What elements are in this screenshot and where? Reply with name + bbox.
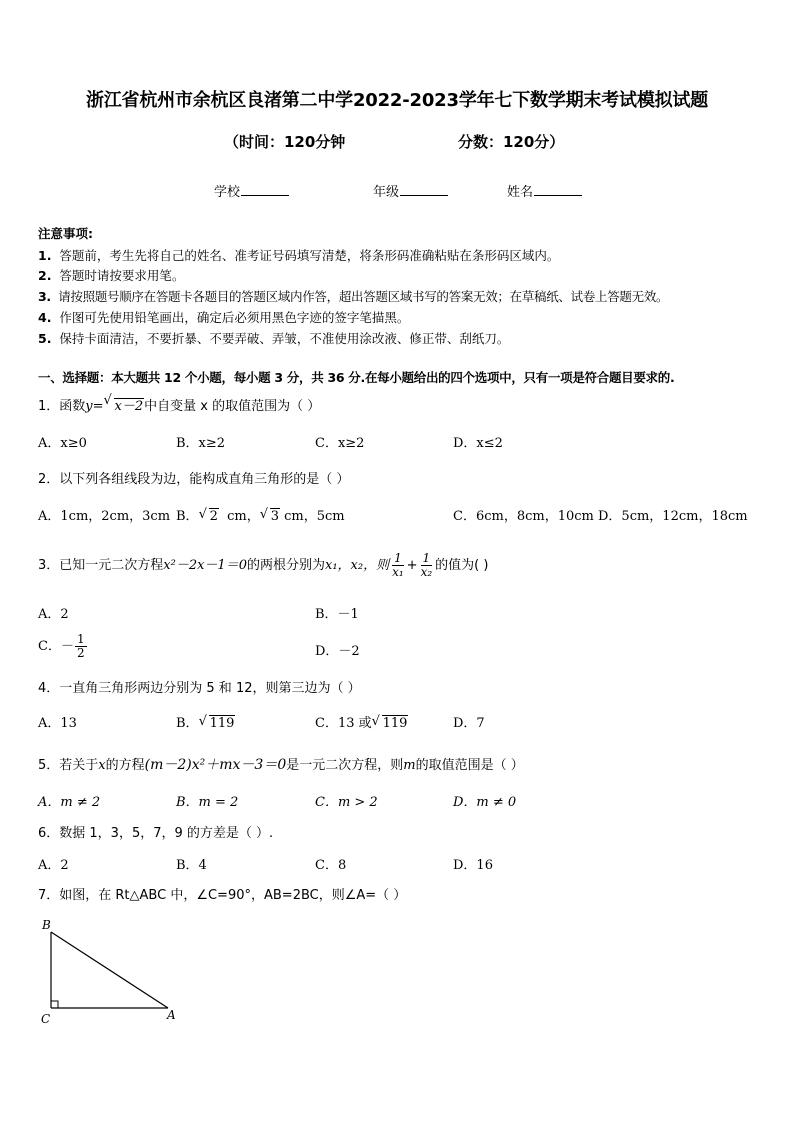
side-ab xyxy=(51,932,168,1008)
right-triangle-figure xyxy=(36,915,186,1030)
question-2: 2．以下列各组线段为边，能构成直角三角形的是（ ） xyxy=(38,472,350,487)
name-label: 姓名 xyxy=(507,185,534,200)
q1-option-c[interactable]: C．x≥2 xyxy=(315,436,365,451)
q1-option-a[interactable]: A．x≥0 xyxy=(38,436,87,451)
q4-option-a[interactable]: A．13 xyxy=(38,716,77,731)
q2-option-a[interactable]: A．1cm，2cm，3cm xyxy=(38,509,171,524)
question-7: 7．如图，在 Rt△ABC 中，∠C=90°，AB=2BC，则∠A=（ ） xyxy=(38,888,407,903)
question-1: 1．函数y=√ x－2中自变量 x 的取值范围为（ ） xyxy=(38,395,320,414)
q6-option-d[interactable]: D．16 xyxy=(453,858,493,873)
note-item: 5. 保持卡面清洁，不要折暴、不要弄破、弄皱，不准使用涂改液、修正带、刮纸刀。 xyxy=(38,331,510,346)
q3-option-a[interactable]: A．2 xyxy=(38,607,69,622)
question-3: 3．已知一元二次方程x²－2x－1＝0的两根分别为x₁，x₂，则 $\frac{1}{\text{x₁}}$ + $\frac{1}{\text{x₂}}$ 的值为( ) xyxy=(38,551,489,579)
notes-heading: 注意事项: xyxy=(38,226,93,241)
q4-option-d[interactable]: D．7 xyxy=(453,716,485,731)
q2-option-b[interactable]: B．√ 2 cm，√ 3 cm，5cm xyxy=(176,505,345,524)
q1-option-d[interactable]: D．x≤2 xyxy=(453,436,503,451)
exam-title: 浙江省杭州市余杭区良渚第二中学2022-2023学年七下数学期末考试模拟试题 xyxy=(85,90,709,111)
question-4: 4．一直角三角形两边分别为 5 和 12，则第三边为（ ） xyxy=(38,681,361,696)
school-blank[interactable] xyxy=(241,183,289,196)
q3-option-b[interactable]: B．－1 xyxy=(315,607,359,622)
q5-option-a[interactable]: A．m ≠ 2 xyxy=(38,795,101,810)
note-item: 1. 答题前，考生先将自己的姓名、准考证号码填写清楚，将条形码准确粘贴在条形码区域内。 xyxy=(38,248,560,263)
score-info: 分数：120分） xyxy=(458,133,565,151)
grade-label: 年级 xyxy=(373,185,400,200)
section-heading: 一、选择题：本大题共 12 个小题，每小题 3 分，共 36 分.在每小题给出的四个选项中，只有一项是符合题目要求的. xyxy=(38,370,675,385)
sqrt-expression: √ x－2 xyxy=(104,395,145,414)
vertex-label-b: B xyxy=(42,918,51,932)
q5-option-d[interactable]: D．m ≠ 0 xyxy=(453,795,517,810)
right-angle-mark xyxy=(51,1001,58,1008)
note-item: 2. 答题时请按要求用笔。 xyxy=(38,268,185,283)
q5-option-c[interactable]: C．m > 2 xyxy=(315,795,378,810)
grade-blank[interactable] xyxy=(400,183,448,196)
q6-option-c[interactable]: C．8 xyxy=(315,858,347,873)
q2-option-d[interactable]: D．5cm，12cm，18cm xyxy=(598,509,748,524)
name-field xyxy=(507,181,582,200)
note-item: 4. 作图可先使用铅笔画出，确定后必须用黑色字迹的签字笔描黑。 xyxy=(38,310,410,325)
school-label: 学校 xyxy=(214,185,241,200)
note-item: 3. 请按照题号顺序在答题卡各题目的答题区域内作答，超出答题区域书写的答案无效；在草稿纸、试卷上答题无效。 xyxy=(38,289,669,304)
q6-option-b[interactable]: B．4 xyxy=(176,858,207,873)
question-5: 5．若关于x的方程(m－2)x²＋mx－3＝0是一元二次方程，则m的取值范围是（ ） xyxy=(38,757,524,773)
time-info: （时间：120分钟 xyxy=(224,133,346,151)
q5-option-b[interactable]: B．m = 2 xyxy=(176,795,239,810)
name-blank[interactable] xyxy=(534,183,582,196)
q3-option-c[interactable]: C．－ $\frac{1}{2}$ xyxy=(38,632,85,660)
q2-option-c[interactable]: C．6cm，8cm，10cm xyxy=(453,509,594,524)
fraction-1-over-x1: $\frac{1}{\text{x₁}}$ xyxy=(392,551,404,579)
q6-option-a[interactable]: A．2 xyxy=(38,858,69,873)
school-field xyxy=(214,181,289,200)
grade-field xyxy=(373,181,448,200)
vertex-label-c: C xyxy=(41,1012,51,1026)
q1-option-b[interactable]: B．x≥2 xyxy=(176,436,226,451)
fraction-1-over-x2: $\frac{1}{\text{x₂}}$ xyxy=(420,551,433,579)
vertex-label-a: A xyxy=(167,1008,176,1022)
q4-option-b[interactable]: B．√ 119 xyxy=(176,712,235,731)
q3-option-d[interactable]: D．－2 xyxy=(315,644,360,659)
question-6: 6．数据 1，3，5，7，9 的方差是（ ）. xyxy=(38,826,274,841)
q4-option-c[interactable]: C．13 或√ 119 xyxy=(315,712,408,731)
